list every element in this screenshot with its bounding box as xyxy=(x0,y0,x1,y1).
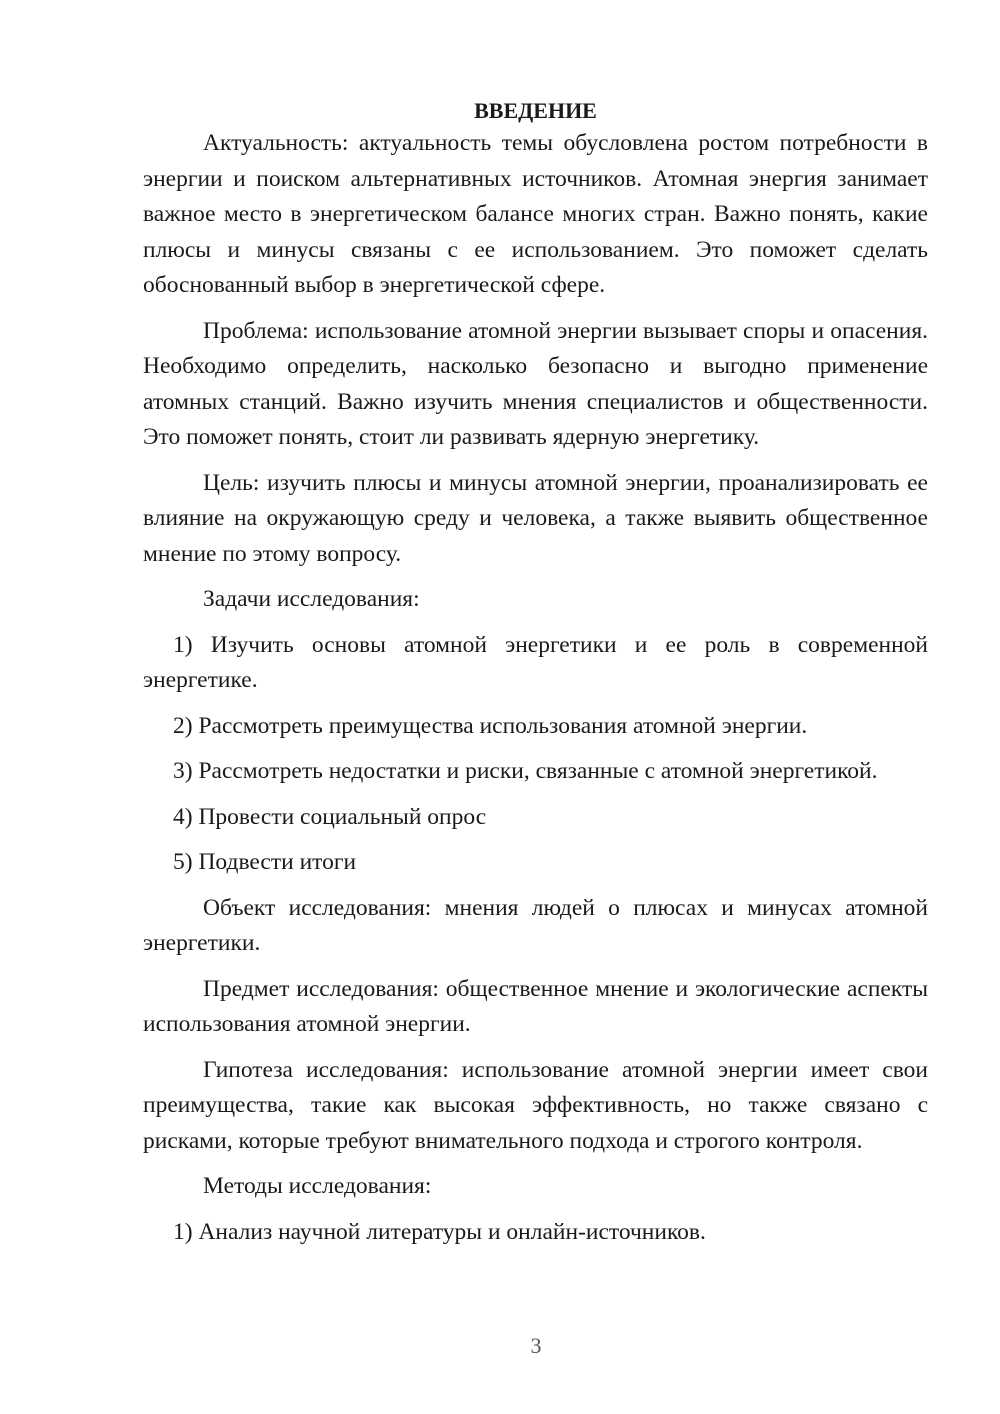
object-paragraph: Объект исследования: мнения людей о плюсах и минусах атомной энергетики. xyxy=(143,894,928,956)
task-item: 5) Подвести итоги xyxy=(173,849,357,875)
task-item: 4) Провести социальный опрос xyxy=(173,803,487,830)
goal-paragraph: Цель: изучить плюсы и минусы атомной энергии, проанализировать ее влияние на окружающую среду и человека, а также выявить общественное мнение по этому вопросу. xyxy=(143,469,928,567)
method-item: 1) Анализ научной литературы и онлайн-источников. xyxy=(173,1218,706,1245)
relevance-paragraph: Актуальность: актуальность темы обусловлена ростом потребности в энергии и поиском альтернативных источников. Атомная энергия занимает важное место в энергетическом балансе многих стран. Важно понять, какие плюсы и минусы связаны с ее использованием. Это поможет сделать обоснованный выбор в энергетической сфере. xyxy=(143,130,928,298)
problem-paragraph: Проблема: использование атомной энергии вызывает споры и опасения. Необходимо определить, насколько безопасно и выгодно применение атомных станций. Важно изучить мнения специалистов и общественности. Это поможет понять, стоит ли развивать ядерную энергетику. xyxy=(143,317,928,450)
task-item: 1) Изучить основы атомной энергетики и ее роль в современной энергетике. xyxy=(143,631,928,693)
section-heading: ВВЕДЕНИЕ xyxy=(474,98,597,123)
subject-paragraph: Предмет исследования: общественное мнение и экологические аспекты использования атомной энергии. xyxy=(143,975,928,1037)
methods-heading: Методы исследования: xyxy=(203,1173,432,1199)
task-item: 2) Рассмотреть преимущества использования атомной энергии. xyxy=(173,712,808,739)
document-body xyxy=(143,96,928,1250)
hypothesis-paragraph: Гипотеза исследования: использование атомной энергии имеет свои преимущества, такие как высокая эффективность, но также связано с рисками, которые требуют внимательного подхода и строгого контроля. xyxy=(143,1056,928,1154)
page-number: 3 xyxy=(530,1333,542,1358)
task-item: 3) Рассмотреть недостатки и риски, связанные с атомной энергетикой. xyxy=(173,758,878,784)
tasks-heading: Задачи исследования: xyxy=(203,586,420,612)
